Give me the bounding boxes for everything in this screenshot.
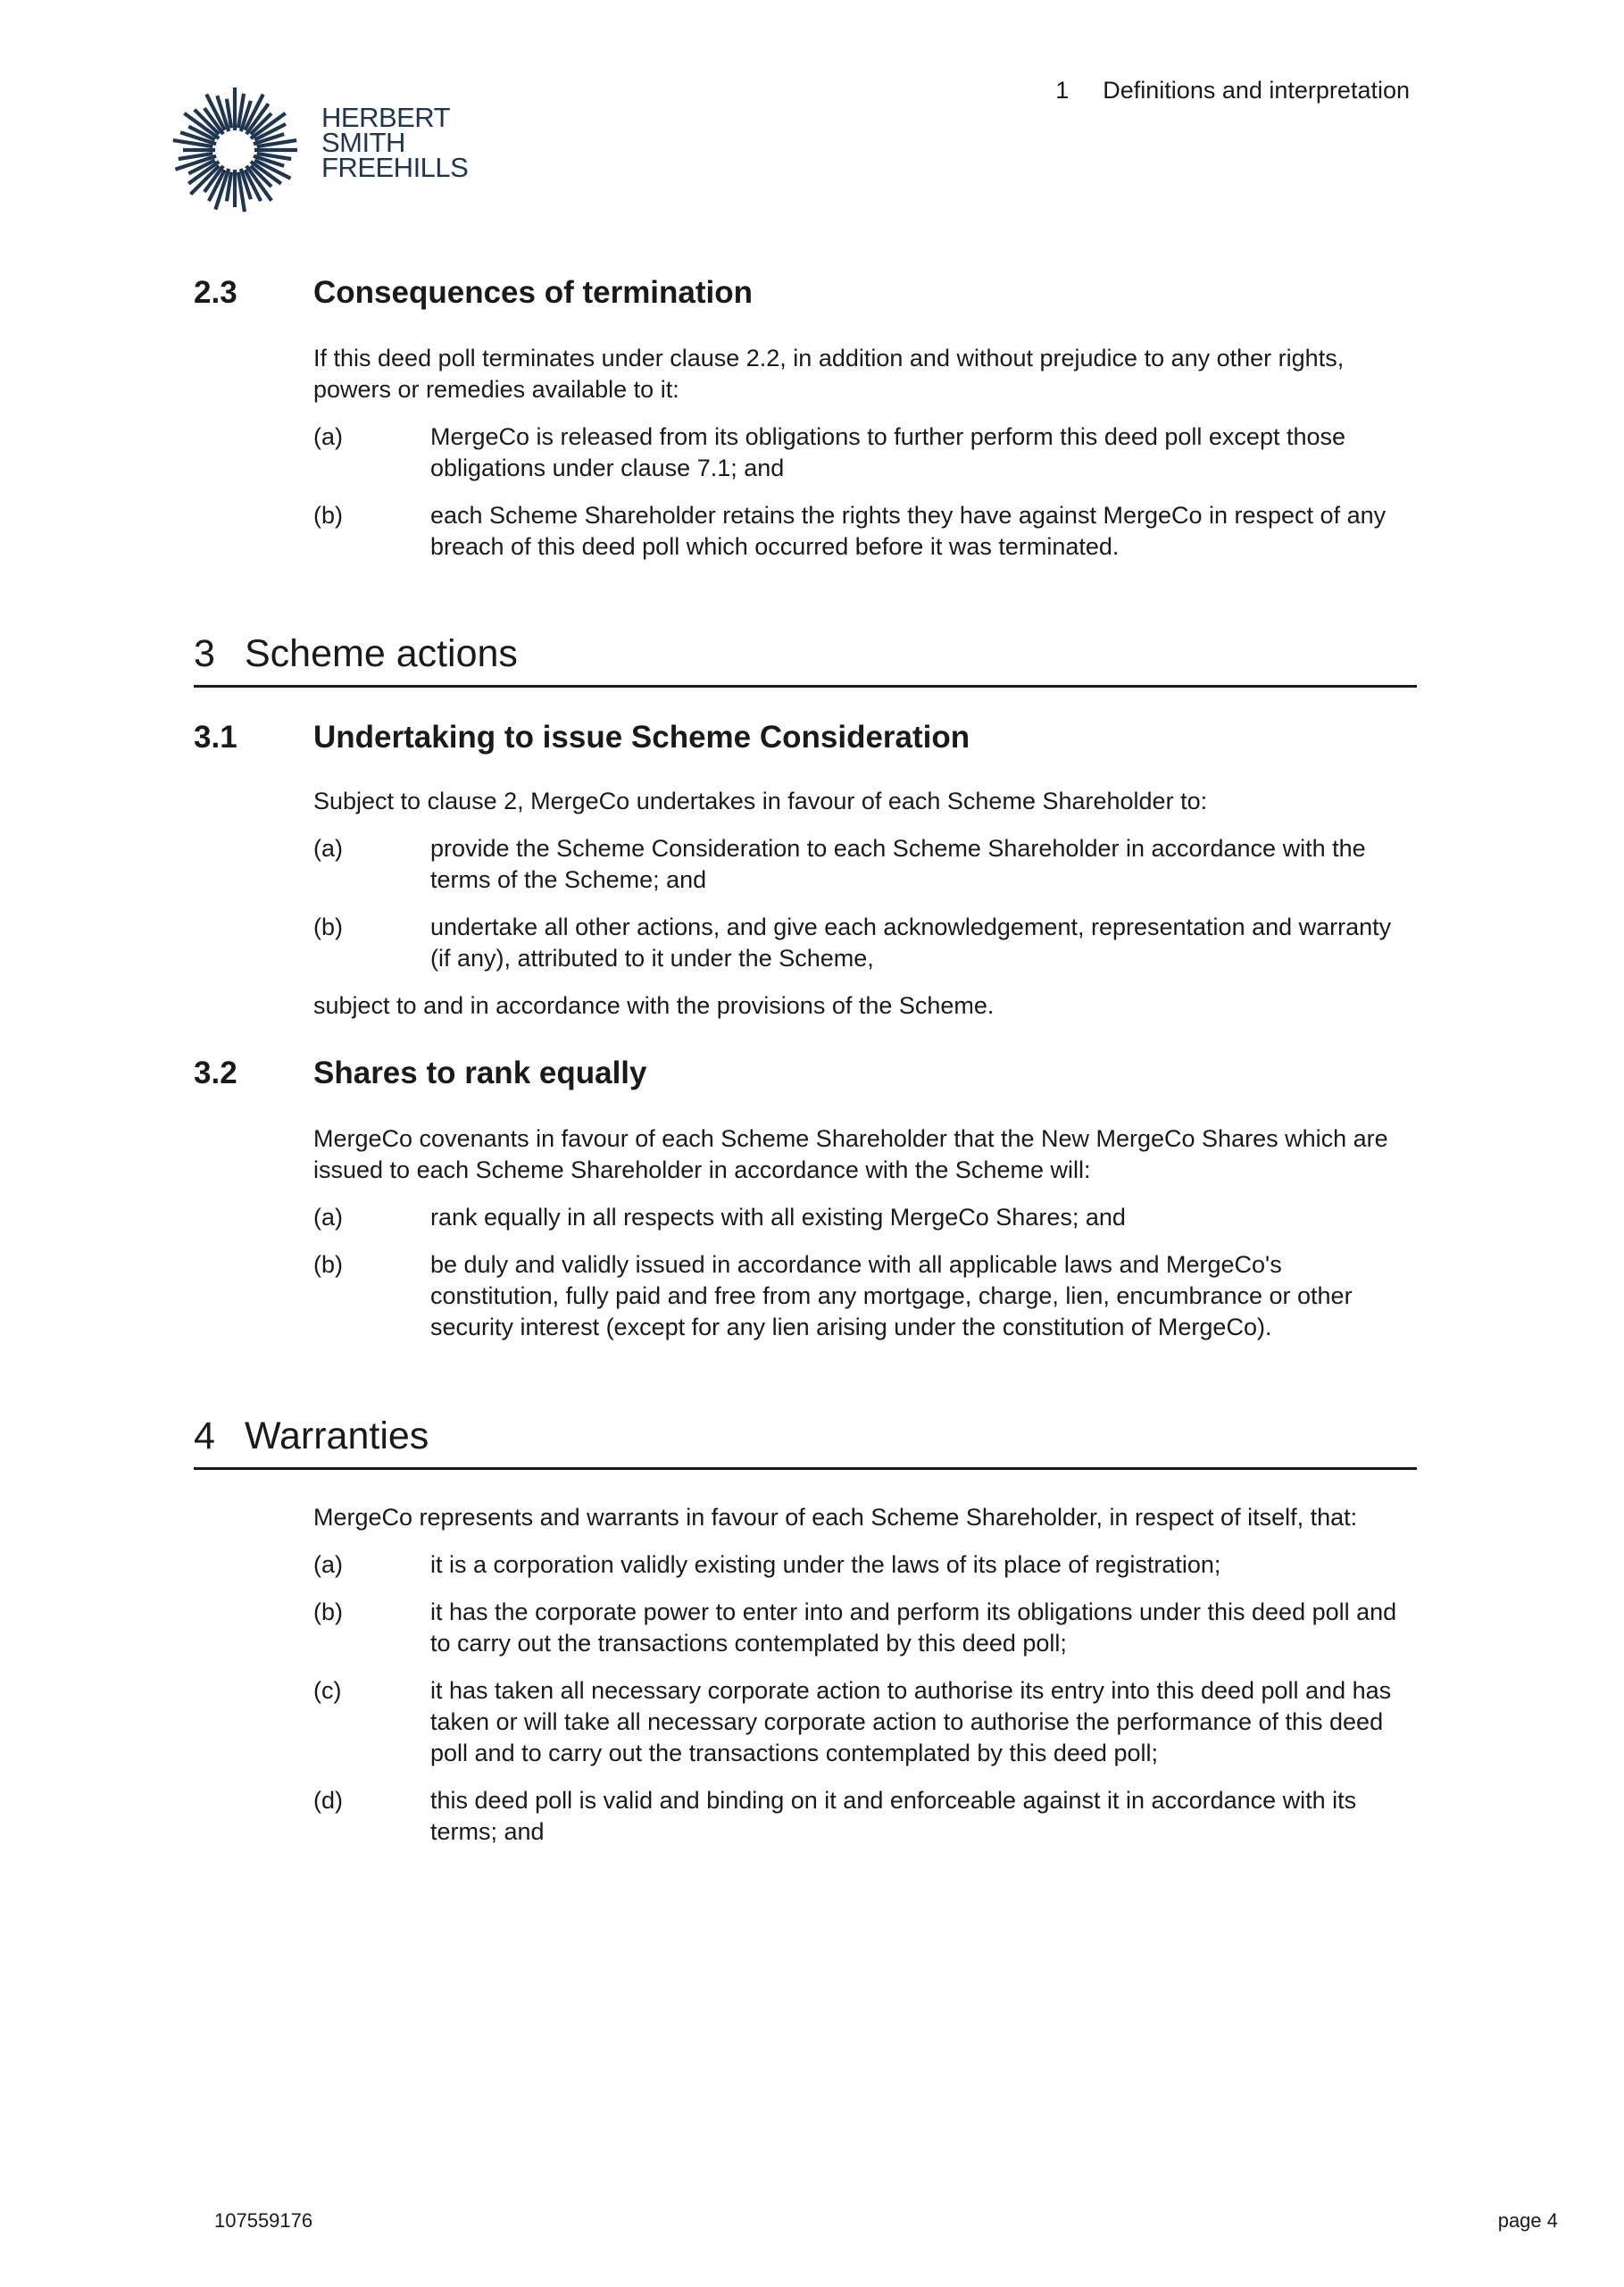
running-header-title: Definitions and interpretation	[1103, 77, 1410, 104]
brand-line-3: FREEHILLS	[321, 152, 469, 183]
document-body	[194, 268, 1417, 1848]
list-item-text: each Scheme Shareholder retains the rights they have against MergeCo in respect of any breach of this deed poll which occurred before it was terminated.	[430, 502, 1387, 560]
running-header	[1055, 77, 1410, 104]
subsection-title: Undertaking to issue Scheme Consideration	[313, 720, 970, 755]
list-item	[313, 1549, 1417, 1581]
section-heading-3	[194, 632, 1417, 688]
list-item-text: undertake all other actions, and give each acknowledgement, representation and warranty (if any), attributed to it under the Scheme,	[430, 914, 1392, 972]
list-item-text: rank equally in all respects with all existing MergeCo Shares; and	[430, 1204, 1126, 1231]
list-item	[313, 500, 1417, 563]
subsection-heading-3-1	[194, 720, 1417, 755]
list-item-label: (a)	[313, 1204, 343, 1231]
brand-line-1: HERBERT	[321, 102, 451, 133]
list-item	[313, 1249, 1417, 1343]
list-item-label: (d)	[313, 1787, 343, 1814]
running-header-number: 1	[1055, 77, 1070, 104]
brand-wordmark	[321, 102, 469, 183]
section-title: Scheme actions	[245, 632, 518, 675]
list-item-label: (a)	[313, 423, 343, 450]
subsection-title: Consequences of termination	[313, 275, 754, 310]
paragraph: If this deed poll terminates under clause 2.2, in addition and without prejudice to any other rights, powers or remedies available to it:	[313, 345, 1345, 403]
list-item-text: it is a corporation validly existing under the laws of its place of registration;	[430, 1551, 1221, 1578]
subsection-title: Shares to rank equally	[313, 1056, 647, 1090]
list-item-text: it has taken all necessary corporate action to authorise its entry into this deed poll and has taken or will take all necessary corporate action to authorise the performance of this deed poll and to carry out the transactions contemplated by this deed poll;	[430, 1677, 1392, 1766]
list-item-label: (a)	[313, 835, 343, 862]
herbert-smith-freehills-logo-icon	[163, 79, 306, 221]
list-item-text: MergeCo is released from its obligations to further perform this deed poll except those obligations under clause 7.1; and	[430, 423, 1346, 481]
subsection-number: 3.1	[194, 720, 237, 755]
list-item	[313, 833, 1417, 896]
list-item	[313, 1785, 1417, 1848]
list-item-text: this deed poll is valid and binding on it and enforceable against it in accordance with its terms; and	[430, 1787, 1357, 1845]
list-item-label: (b)	[313, 1251, 343, 1278]
footer-document-id: 107559176	[214, 2209, 313, 2232]
subsection-heading-3-2	[194, 1056, 1417, 1091]
paragraph: MergeCo covenants in favour of each Scheme Shareholder that the New MergeCo Shares which are issued to each Scheme Shareholder in accordance with the Scheme will:	[313, 1125, 1388, 1183]
brand-line-2: SMITH	[321, 127, 405, 158]
subsection-heading-2-3	[194, 275, 1417, 311]
list-item	[313, 1202, 1417, 1233]
list-item-text: be duly and validly issued in accordance with all applicable laws and MergeCo's constitution, fully paid and free from any mortgage, charge, lien, encumbrance or other security interest (except for any lien arising under the constitution of MergeCo).	[430, 1251, 1353, 1340]
paragraph: Subject to clause 2, MergeCo undertakes in favour of each Scheme Shareholder to:	[313, 788, 1208, 814]
section-title: Warranties	[245, 1415, 429, 1457]
footer-page-number: page 4	[1497, 2209, 1558, 2232]
section-number: 3	[194, 632, 215, 675]
list-item	[313, 1597, 1417, 1659]
list-item-label: (b)	[313, 502, 343, 529]
list-item-label: (b)	[313, 1598, 343, 1625]
subsection-number: 2.3	[194, 275, 237, 310]
list-item	[313, 422, 1417, 484]
list-item	[313, 1675, 1417, 1769]
list-item-label: (c)	[313, 1677, 342, 1704]
list-item-label: (a)	[313, 1551, 343, 1578]
section-heading-4	[194, 1415, 1417, 1470]
list-item-label: (b)	[313, 914, 343, 940]
list-item	[313, 912, 1417, 974]
list-item-text: it has the corporate power to enter into and perform its obligations under this deed poll and to carry out the transactions contemplated by this deed poll;	[430, 1598, 1397, 1657]
section-number: 4	[194, 1415, 215, 1457]
paragraph: MergeCo represents and warrants in favour of each Scheme Shareholder, in respect of itself, that:	[313, 1504, 1358, 1531]
subsection-number: 3.2	[194, 1056, 237, 1090]
list-item-text: provide the Scheme Consideration to each Scheme Shareholder in accordance with the terms of the Scheme; and	[430, 835, 1366, 893]
paragraph: subject to and in accordance with the provisions of the Scheme.	[313, 992, 995, 1019]
